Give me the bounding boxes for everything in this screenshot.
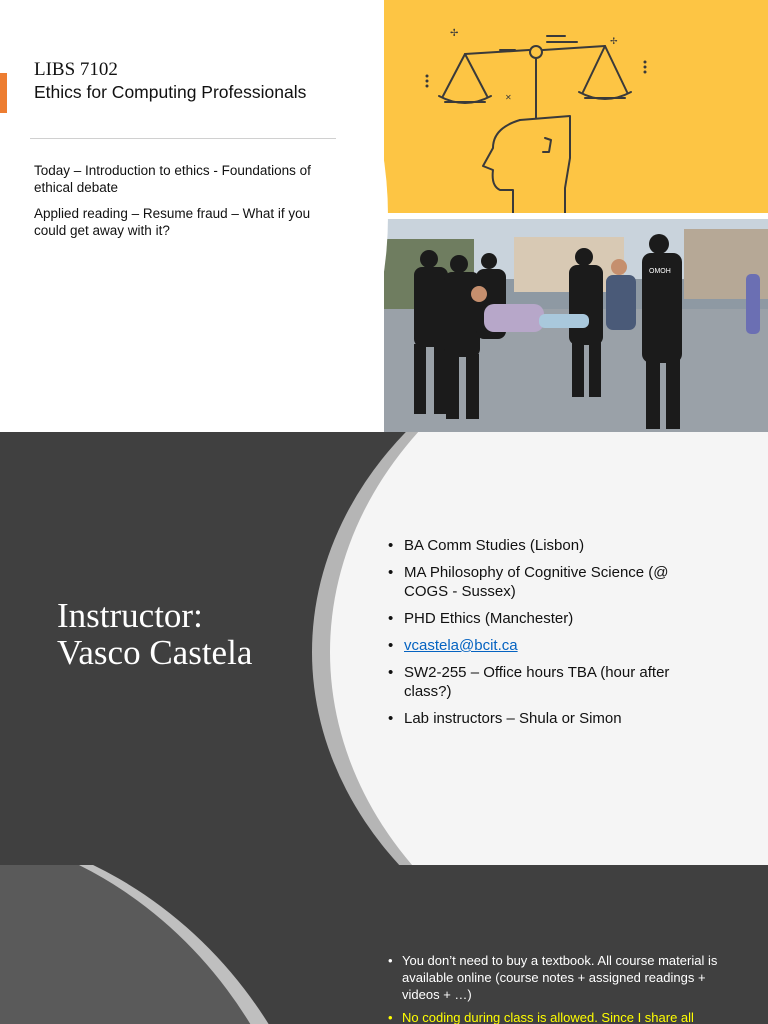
list-item: • SW2-255 – Office hours TBA (hour after class?) bbox=[388, 663, 708, 701]
list-item-email bbox=[388, 636, 708, 655]
course-code: LIBS 7102 bbox=[34, 59, 118, 80]
list-item: • Lab instructors – Shula or Simon bbox=[388, 709, 708, 728]
slide-course-info bbox=[0, 865, 768, 1024]
svg-text:✢: ✢ bbox=[610, 37, 618, 47]
applied-reading-paragraph: Applied reading – Resume fraud – What if you could get away with it? bbox=[34, 206, 311, 238]
protest-photo-drawing bbox=[384, 219, 768, 432]
list-item: • PHD Ethics (Manchester) bbox=[388, 609, 708, 628]
svg-text:✢: ✢ bbox=[450, 28, 459, 39]
accent-bar bbox=[0, 73, 7, 113]
protest-photo bbox=[384, 219, 768, 432]
heading-line-1: Instructor: bbox=[57, 596, 203, 635]
slide-title bbox=[0, 0, 768, 432]
dark-left-panel bbox=[0, 865, 320, 1024]
svg-text:✕: ✕ bbox=[505, 93, 512, 102]
list-item-highlighted: • No coding during class is allowed. Since I share all bbox=[388, 1009, 718, 1024]
course-info-bullets bbox=[388, 952, 718, 1024]
divider bbox=[30, 138, 336, 139]
heading-line-2: Vasco Castela bbox=[57, 633, 253, 672]
instructor-heading bbox=[57, 597, 252, 671]
scales-of-justice-head-icon bbox=[405, 18, 675, 213]
instructor-bullets bbox=[388, 536, 708, 736]
today-paragraph: Today – Introduction to ethics - Foundations of ethical debate bbox=[34, 163, 311, 195]
list-item: • BA Comm Studies (Lisbon) bbox=[388, 536, 708, 555]
course-name: Ethics for Computing Professionals bbox=[34, 82, 307, 102]
list-item: • MA Philosophy of Cognitive Science (@ COGS - Sussex) bbox=[388, 563, 708, 601]
email-link[interactable]: vcastela@bcit.ca bbox=[404, 637, 518, 654]
slide-instructor bbox=[0, 432, 768, 865]
photo-badge-text: OMOH bbox=[649, 268, 671, 275]
list-item: • You don’t need to buy a textbook. All course material is available online (course notes + assigned readings + videos + …) bbox=[388, 952, 718, 1003]
